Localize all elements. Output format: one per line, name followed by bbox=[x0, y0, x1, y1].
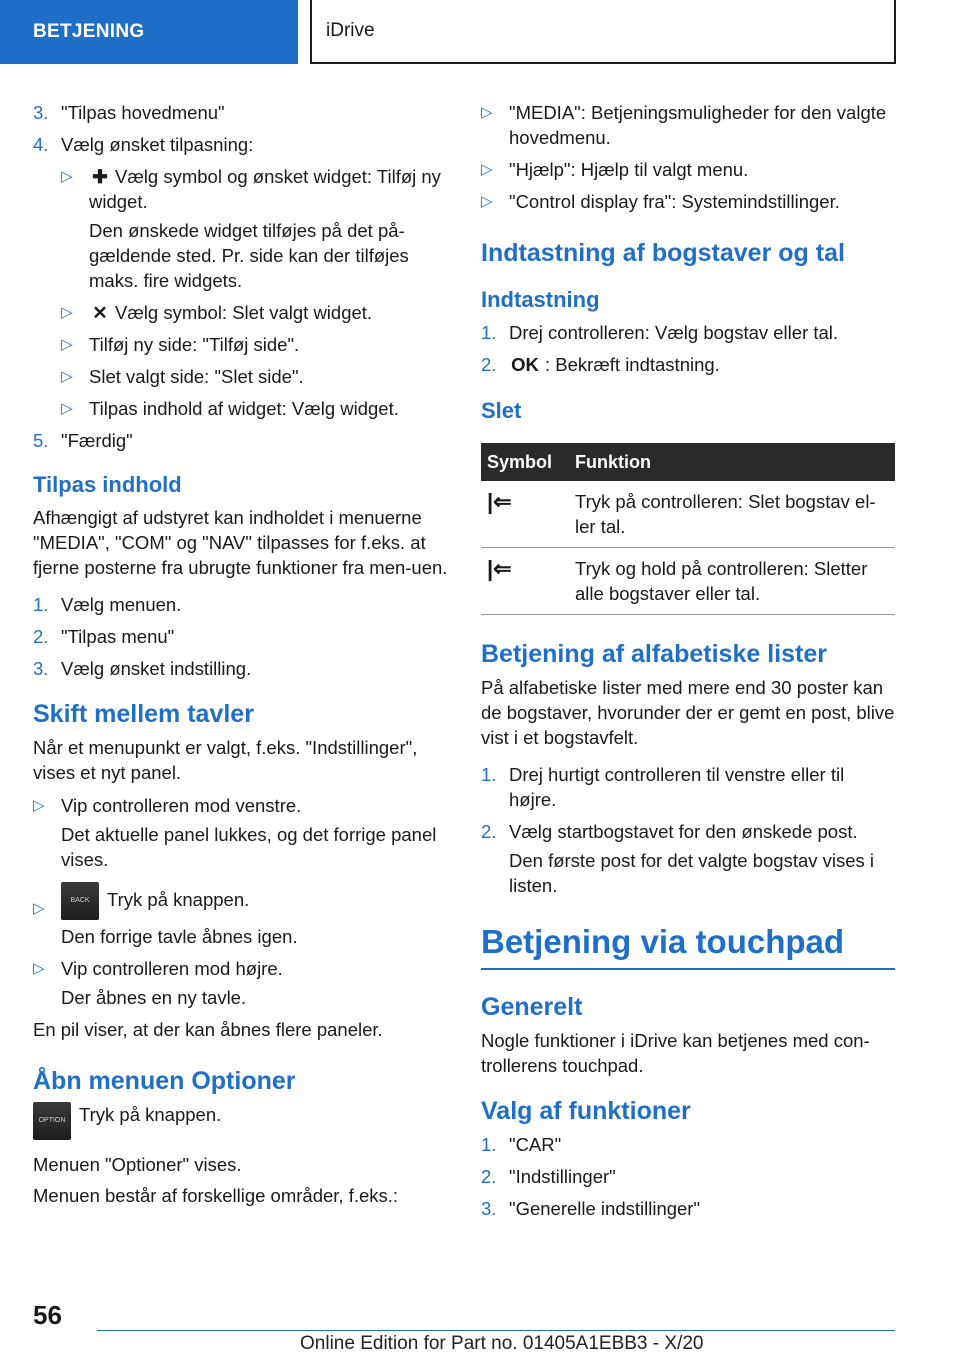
step-text: "Indstillinger" bbox=[509, 1166, 616, 1187]
triangle-bullet-icon: ▷ bbox=[33, 960, 45, 977]
chapter-header: iDrive bbox=[310, 0, 896, 64]
paragraph: Menuen består af forskellige områder, f.eks.: bbox=[33, 1185, 399, 1206]
step-number: 3. bbox=[33, 102, 49, 123]
list-item bbox=[61, 300, 448, 325]
paragraph: Når et menupunkt er valgt, f.eks. "Indstillinger", vises et nyt panel. bbox=[33, 737, 418, 783]
step-number: 4. bbox=[33, 134, 49, 155]
list-item bbox=[33, 624, 448, 649]
section-heading: Tilpas indhold bbox=[33, 472, 182, 497]
list-item bbox=[481, 1196, 895, 1221]
step-text: Vælg menuen. bbox=[61, 594, 182, 615]
right-column bbox=[481, 100, 895, 1228]
step-text: "Hjælp": Hjælp til valgt menu. bbox=[509, 159, 749, 180]
paragraph: En pil viser, at der kan åbnes flere paneler. bbox=[33, 1019, 383, 1040]
step-text: Tilføj ny side: "Tilføj side". bbox=[89, 334, 300, 355]
ok-icon: OK bbox=[511, 354, 539, 375]
list-item bbox=[481, 819, 895, 898]
chapter-heading: Betjening via touchpad bbox=[481, 920, 895, 970]
table-cell: Tryk på controlleren: Slet bogstav el-ler tal. bbox=[569, 481, 895, 548]
option-button-icon: OPTION bbox=[33, 1102, 71, 1140]
list-item bbox=[481, 320, 895, 345]
subsection-heading: Slet bbox=[481, 398, 522, 423]
step-note: Den første post for det valgte bogstav vises i listen. bbox=[509, 850, 875, 896]
subsection-heading: Indtastning bbox=[481, 287, 600, 312]
step-text: Vælg symbol og ønsket widget: Tilføj ny widget. bbox=[89, 166, 441, 212]
step-number: 1. bbox=[481, 322, 497, 343]
plus-icon: ✚ bbox=[92, 166, 108, 187]
step-text: "Færdig" bbox=[61, 430, 133, 451]
step-note: Den forrige tavle åbnes igen. bbox=[61, 926, 298, 947]
step-number: 3. bbox=[33, 658, 49, 679]
triangle-bullet-icon: ▷ bbox=[33, 900, 45, 917]
step-number: 2. bbox=[481, 821, 497, 842]
step-text: Vip controlleren mod højre. bbox=[61, 958, 283, 979]
step-number: 2. bbox=[481, 354, 497, 375]
step-text: Drej hurtigt controlleren til venstre eller til højre. bbox=[509, 764, 845, 810]
list-item bbox=[61, 164, 448, 293]
step-text: Tryk på knappen. bbox=[79, 1104, 222, 1125]
list-item bbox=[33, 592, 448, 617]
step-text: : Bekræft indtastning. bbox=[545, 354, 720, 375]
step-number: 5. bbox=[33, 430, 49, 451]
list-item bbox=[481, 352, 895, 377]
section-heading: Betjening af alfabetiske lister bbox=[481, 640, 827, 668]
triangle-bullet-icon: ▷ bbox=[61, 336, 73, 353]
step-text: "Generelle indstillinger" bbox=[509, 1198, 701, 1219]
list-item bbox=[481, 1164, 895, 1189]
step-note: Den ønskede widget tilføjes på det på-gældende sted. Pr. side kan der tilføjes maks. fire widgets. bbox=[89, 220, 409, 291]
section-heading: Åbn menuen Optioner bbox=[33, 1067, 296, 1095]
paragraph bbox=[33, 1102, 448, 1140]
list-item bbox=[33, 793, 448, 872]
list-item bbox=[33, 956, 448, 1010]
step-text: Vælg startbogstavet for den ønskede post. bbox=[509, 821, 858, 842]
list-item bbox=[481, 189, 895, 214]
list-item bbox=[33, 428, 448, 453]
triangle-bullet-icon: ▷ bbox=[481, 161, 493, 178]
table-header-funktion: Funktion bbox=[569, 443, 895, 481]
list-item bbox=[33, 882, 448, 949]
table-header-symbol: Symbol bbox=[481, 443, 569, 481]
list-item bbox=[481, 1132, 895, 1157]
footer-edition: Online Edition for Part no. 01405A1EBB3 - X/20 bbox=[300, 1333, 704, 1354]
footer-divider bbox=[97, 1330, 895, 1331]
step-text: "CAR" bbox=[509, 1134, 562, 1155]
table-row bbox=[481, 548, 895, 615]
step-number: 3. bbox=[481, 1198, 497, 1219]
step-text: Slet valgt side: "Slet side". bbox=[89, 366, 304, 387]
list-item bbox=[33, 100, 448, 125]
paragraph: På alfabetiske lister med mere end 30 poster kan de bogstaver, hvorunder der er gemt en post, blive vist i et bogstavfelt. bbox=[481, 677, 895, 748]
left-column bbox=[33, 100, 448, 1208]
section-header: BETJENING bbox=[0, 0, 298, 64]
list-item bbox=[61, 364, 448, 389]
step-text: Vip controlleren mod venstre. bbox=[61, 795, 302, 816]
step-text: Vælg ønsket indstilling. bbox=[61, 658, 252, 679]
page-number: 56 bbox=[33, 1300, 62, 1330]
section-heading: Skift mellem tavler bbox=[33, 700, 254, 728]
step-text: Tryk på knappen. bbox=[107, 888, 250, 910]
delete-table bbox=[481, 443, 895, 615]
step-text: "Tilpas menu" bbox=[61, 626, 175, 647]
list-item bbox=[481, 100, 895, 150]
table-cell: Tryk og hold på controlleren: Sletter alle bogstaver eller tal. bbox=[569, 548, 895, 615]
step-number: 1. bbox=[33, 594, 49, 615]
backspace-icon: |⇐ bbox=[481, 548, 569, 615]
step-text: Vælg ønsket tilpasning: bbox=[61, 134, 254, 155]
triangle-bullet-icon: ▷ bbox=[481, 193, 493, 210]
paragraph: Menuen "Optioner" vises. bbox=[33, 1154, 242, 1175]
paragraph: Nogle funktioner i iDrive kan betjenes med con-trollerens touchpad. bbox=[481, 1030, 870, 1076]
table-row bbox=[481, 481, 895, 548]
backspace-icon: |⇐ bbox=[481, 481, 569, 548]
list-item bbox=[481, 157, 895, 182]
triangle-bullet-icon: ▷ bbox=[61, 400, 73, 417]
back-button-icon: BACK bbox=[61, 882, 99, 920]
step-number: 2. bbox=[481, 1166, 497, 1187]
list-item bbox=[33, 132, 448, 157]
step-text: "Tilpas hovedmenu" bbox=[61, 102, 225, 123]
list-item bbox=[33, 656, 448, 681]
step-text: "Control display fra": Systemindstillinger. bbox=[509, 191, 840, 212]
list-item bbox=[61, 332, 448, 357]
close-icon: ✕ bbox=[92, 302, 108, 323]
section-heading: Valg af funktioner bbox=[481, 1097, 691, 1125]
list-item bbox=[481, 762, 895, 812]
triangle-bullet-icon: ▷ bbox=[33, 797, 45, 814]
step-text: Tilpas indhold af widget: Vælg widget. bbox=[89, 398, 399, 419]
paragraph: Afhængigt af udstyret kan indholdet i menuerne "MEDIA", "COM" og "NAV" tilpasses for f.eks. at fjerne posterne fra ubrugte funktioner fra men-uen. bbox=[33, 507, 448, 578]
step-text: "MEDIA": Betjeningsmuligheder for den valgte hovedmenu. bbox=[509, 102, 887, 148]
step-note: Det aktuelle panel lukkes, og det forrige panel vises. bbox=[61, 824, 437, 870]
step-note: Der åbnes en ny tavle. bbox=[61, 987, 247, 1008]
triangle-bullet-icon: ▷ bbox=[61, 168, 73, 185]
triangle-bullet-icon: ▷ bbox=[481, 104, 493, 121]
section-heading: Generelt bbox=[481, 993, 583, 1021]
triangle-bullet-icon: ▷ bbox=[61, 304, 73, 321]
step-number: 1. bbox=[481, 1134, 497, 1155]
step-number: 1. bbox=[481, 764, 497, 785]
list-item bbox=[61, 396, 448, 421]
step-text: Drej controlleren: Vælg bogstav eller tal. bbox=[509, 322, 839, 343]
section-heading: Indtastning af bogstaver og tal bbox=[481, 239, 845, 267]
step-text: Vælg symbol: Slet valgt widget. bbox=[115, 302, 373, 323]
triangle-bullet-icon: ▷ bbox=[61, 368, 73, 385]
step-number: 2. bbox=[33, 626, 49, 647]
